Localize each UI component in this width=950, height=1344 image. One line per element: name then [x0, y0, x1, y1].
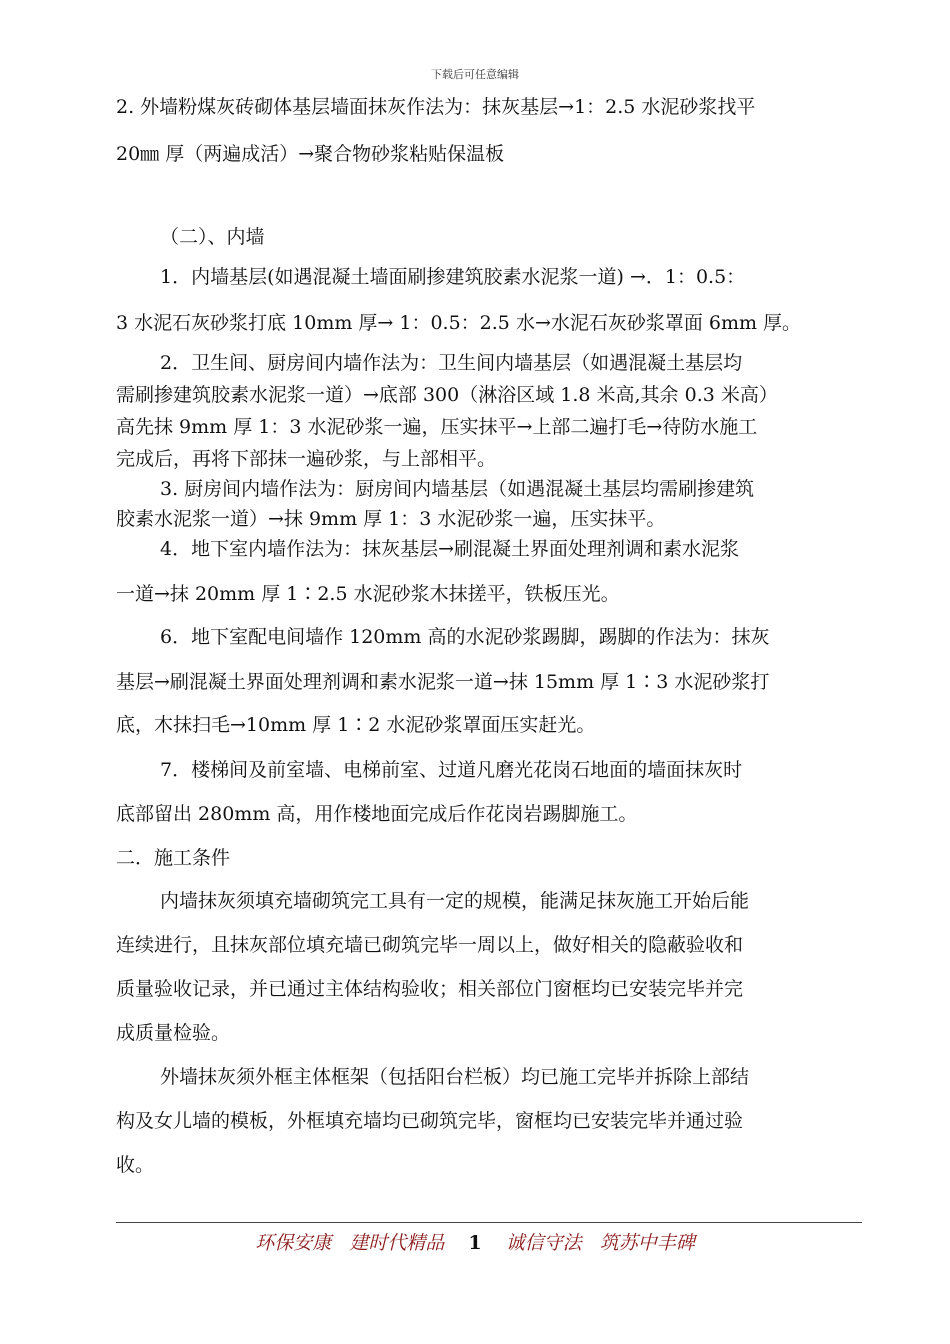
footer-rule: [116, 1222, 862, 1223]
section-heading: 二．施工条件: [116, 847, 231, 869]
paragraph-line: 需刷掺建筑胶素水泥浆一道）→底部 300（淋浴区域 1.8 米高,其余 0.3 米高）: [116, 384, 778, 406]
paragraph-line: 胶素水泥浆一道）→抹 9mm 厚 1：3 水泥砂浆一遍，压实抹平。: [116, 508, 666, 530]
paragraph-line: 构及女儿墙的模板，外框填充墙均已砌筑完毕，窗框均已安装完毕并通过验: [116, 1110, 744, 1132]
paragraph-line: 底，木抹扫毛→10mm 厚 1∶2 水泥砂浆罩面压实赶光。: [116, 714, 596, 736]
page-number: 1: [468, 1232, 482, 1254]
paragraph-line: 质量验收记录，并已通过主体结构验收；相关部位门窗框均已安装完毕并完: [116, 978, 744, 1000]
header-note: 下载后可任意编辑: [431, 68, 519, 81]
paragraph-line: 3. 厨房间内墙作法为：厨房间内墙基层（如遇混凝土基层均需刷掺建筑: [160, 478, 755, 500]
paragraph-line: 1．内墙基层(如遇混凝土墙面刷掺建筑胶素水泥浆一道) →．1：0.5：: [160, 266, 746, 288]
paragraph-line: 基层→刷混凝土界面处理剂调和素水泥浆一道→抹 15mm 厚 1∶3 水泥砂浆打: [116, 671, 770, 693]
paragraph-line: 高先抹 9mm 厚 1：3 水泥砂浆一遍，压实抹平→上部二遍打毛→待防水施工: [116, 416, 758, 438]
paragraph-line: 2．卫生间、厨房间内墙作法为：卫生间内墙基层（如遇混凝土基层均: [160, 352, 743, 374]
paragraph-line: 一道→抹 20mm 厚 1∶2.5 水泥砂浆木抹搓平，铁板压光。: [116, 583, 620, 605]
paragraph-line: 外墙抹灰须外框主体框架（包括阳台栏板）均已施工完毕并拆除上部结: [160, 1066, 750, 1088]
paragraph-line: 6．地下室配电间墙作 120mm 高的水泥砂浆踢脚，踢脚的作法为：抹灰: [160, 626, 770, 648]
paragraph-line: 20㎜ 厚（两遍成活）→聚合物砂浆粘贴保温板: [116, 143, 505, 165]
paragraph-line: 内墙抹灰须填充墙砌筑完工具有一定的规模，能满足抹灰施工开始后能: [160, 890, 750, 912]
page-footer: [0, 1228, 950, 1255]
section-heading: （二）、内墙: [160, 226, 265, 248]
paragraph-line: 4．地下室内墙作法为：抹灰基层→刷混凝土界面处理剂调和素水泥浆: [160, 538, 740, 560]
paragraph-line: 收。: [116, 1154, 155, 1176]
paragraph-line: 3 水泥石灰砂浆打底 10mm 厚→ 1：0.5：2.5 水→水泥石灰砂浆罩面 6mm 厚。: [116, 312, 802, 334]
footer-slogan-right: 诚信守法 筑苏中丰碑: [505, 1232, 695, 1254]
footer-slogan-left: 环保安康 建时代精品: [255, 1232, 445, 1254]
paragraph-line: 完成后，再将下部抹一遍砂浆，与上部相平。: [116, 448, 497, 470]
paragraph-line: 2. 外墙粉煤灰砖砌体基层墙面抹灰作法为：抹灰基层→1：2.5 水泥砂浆找平: [116, 96, 756, 118]
paragraph-line: 连续进行，且抹灰部位填充墙已砌筑完毕一周以上，做好相关的隐蔽验收和: [116, 934, 744, 956]
paragraph-line: 成质量检验。: [116, 1022, 231, 1044]
paragraph-line: 底部留出 280mm 高，用作楼地面完成后作花岗岩踢脚施工。: [116, 803, 638, 825]
paragraph-line: 7．楼梯间及前室墙、电梯前室、过道凡磨光花岗石地面的墙面抹灰时: [160, 759, 743, 781]
